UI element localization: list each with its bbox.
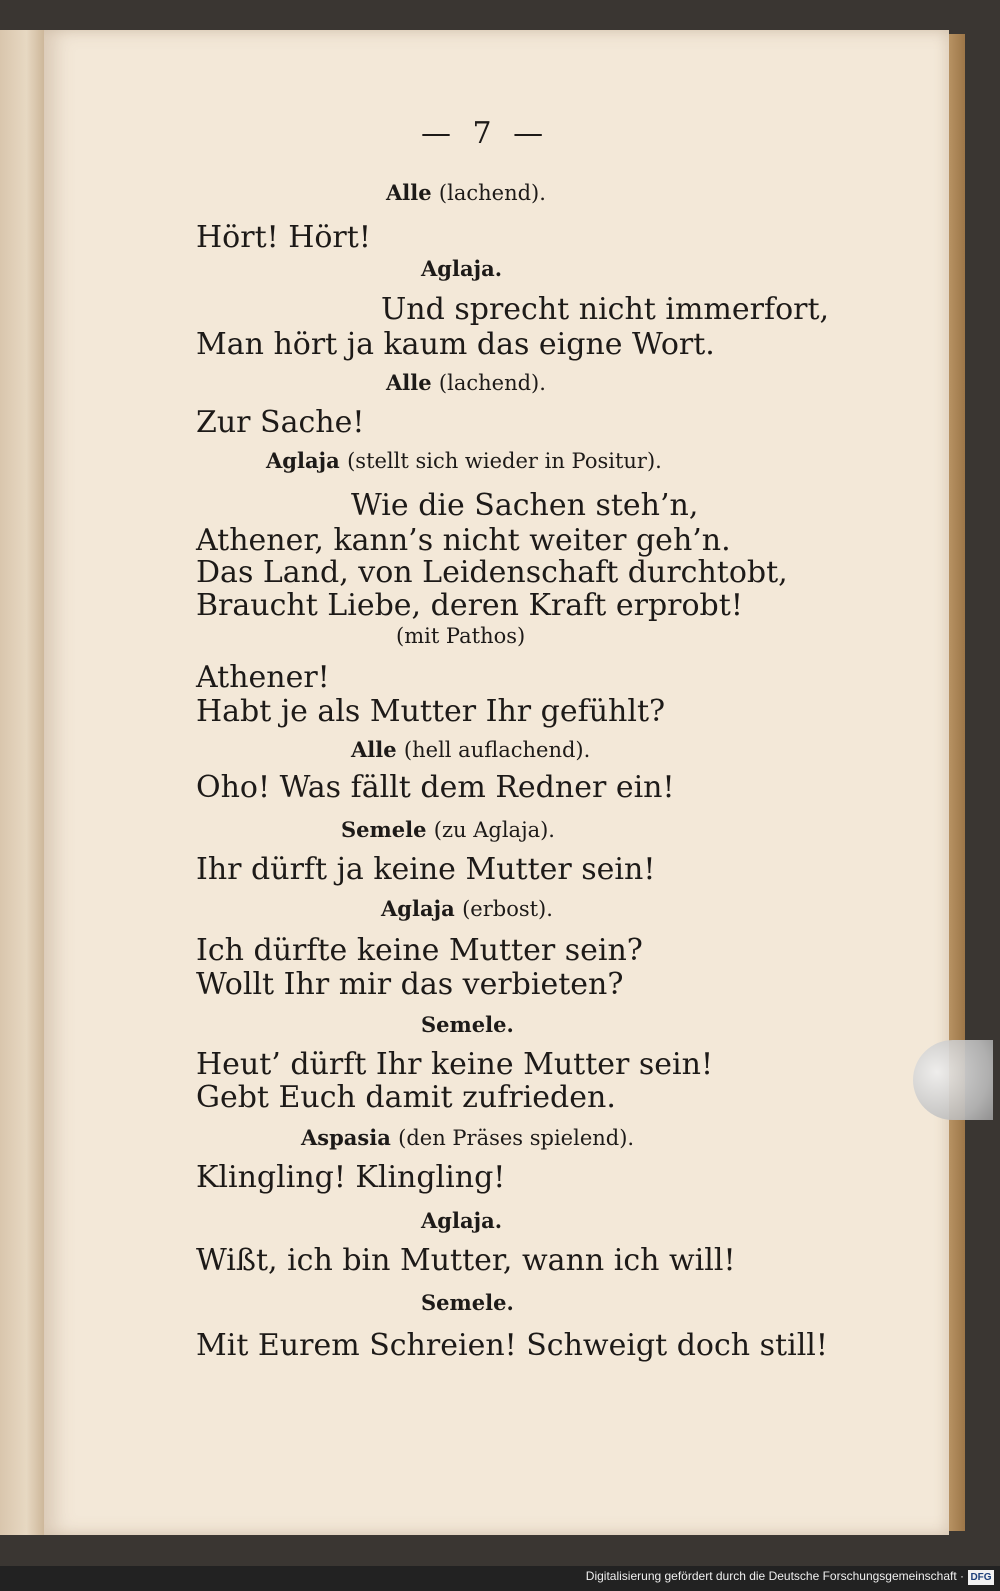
speaker-name: Aglaja [266,448,340,473]
book-page [44,30,949,1535]
speaker-name: Aglaja [381,896,455,921]
speaker-name: Semele. [421,1012,514,1037]
verse-line: Und sprecht nicht immerfort, [381,292,830,327]
verse-line: Klingling! Klingling! [196,1160,506,1195]
stage-direction: (hell auflachend). [403,738,591,762]
speaker-name: Semele [341,817,427,842]
left-page-edge [0,30,46,1535]
speaker-heading [421,1290,514,1315]
speaker-heading [381,896,553,921]
page-text [44,30,949,1535]
speaker-heading [421,1012,514,1037]
speaker-heading [386,370,546,395]
speaker-name: Semele. [421,1290,514,1315]
verse-line: Gebt Euch damit zufrieden. [196,1080,616,1115]
verse-line: Mit Eurem Schreien! Schweigt doch still! [196,1328,828,1363]
verse-line: Wißt, ich bin Mutter, wann ich will! [196,1243,736,1278]
verse-line: Ihr dürft ja keine Mutter sein! [196,852,656,887]
stage-direction: (lachend). [438,181,546,205]
speaker-heading [351,737,590,762]
speaker-heading [386,180,546,205]
verse-line: Ich dürfte keine Mutter sein? [196,933,643,968]
page-clip [913,1040,993,1120]
speaker-heading [341,817,555,842]
speaker-heading [421,1208,502,1233]
footer-credit: Digitalisierung gefördert durch die Deutsche Forschungsgemeinschaft · [585,1569,964,1583]
stage-direction: (lachend). [438,371,546,395]
speaker-name: Aspasia [301,1125,391,1150]
stage-direction: (stellt sich wieder in Positur). [347,449,662,473]
footer-bar [0,1566,1000,1591]
book-edge [949,34,965,1531]
stage-direction: (erbost). [462,897,553,921]
speaker-name: Alle [386,180,432,205]
stage-direction: (zu Aglaja). [433,818,555,842]
speaker-heading [266,448,662,473]
speaker-name: Alle [386,370,432,395]
dfg-logo: DFG [968,1570,994,1585]
speaker-heading [301,1125,634,1150]
speaker-name: Aglaja. [421,1208,503,1233]
page-number: — 7 — [421,116,550,151]
verse-line: Athener! [196,660,330,695]
verse-line: Wollt Ihr mir das verbieten? [196,967,624,1002]
speaker-name: Alle [351,737,397,762]
verse-line: Zur Sache! [196,405,365,440]
verse-line: Athener, kann’s nicht weiter geh’n. [196,523,731,558]
verse-line: Braucht Liebe, deren Kraft erprobt! [196,588,743,623]
stage-direction: (mit Pathos) [396,624,526,648]
verse-line: Das Land, von Leidenschaft durchtobt, [196,555,788,590]
verse-line: Oho! Was fällt dem Redner ein! [196,770,675,805]
verse-line: Habt je als Mutter Ihr gefühlt? [196,694,666,729]
stage-direction: (den Präses spielend). [398,1126,635,1150]
speaker-heading [421,256,502,281]
verse-line: Wie die Sachen steh’n, [351,488,699,523]
speaker-name: Aglaja. [421,256,503,281]
verse-line: Heut’ dürft Ihr keine Mutter sein! [196,1047,714,1082]
verse-line: Man hört ja kaum das eigne Wort. [196,327,715,362]
verse-line: Hört! Hört! [196,220,371,255]
